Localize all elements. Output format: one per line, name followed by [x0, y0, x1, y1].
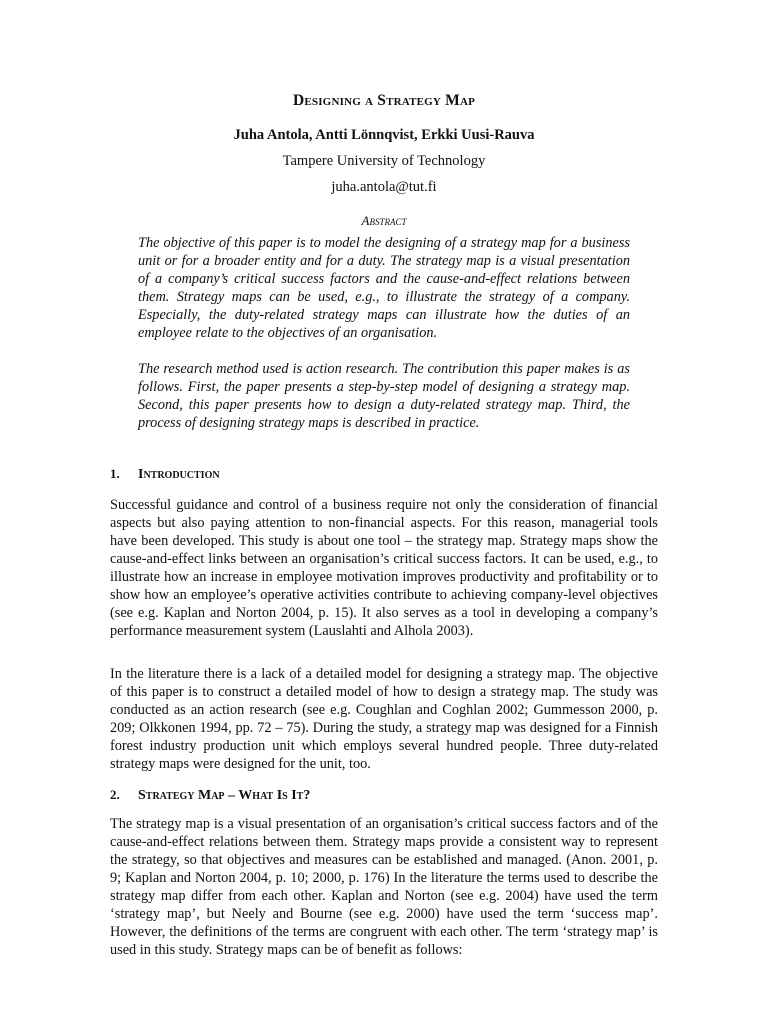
section-number: 2. [110, 787, 120, 802]
author-email: juha.antola@tut.fi [331, 179, 437, 195]
body-paragraph-text: The strategy map is a visual presentation of an organisation’s critical success factors and of the cause-and-effect relations between them. Strategy maps provide a consistent way to represent the strategy, so that objectives and measures can be established and managed. (Anon. 2001, p. 9; Kaplan and Norton 2004, p. 10; 2000, p. 176) In the literature the terms used to describe the strategy map differ from each other. Kaplan and Norton (see e.g. 2004) have used the term ‘strategy map’, but Neely and Bourne (see e.g. 2000) have used the term ‘success map’. However, the definitions of the terms are congruent with each other. The term ‘strategy map’ is used in this study. Strategy maps can be of benefit as follows: [110, 816, 658, 958]
paper-authors: Juha Antola, Antti Lönnqvist, Erkki Uusi-Rauva [233, 127, 535, 143]
section-heading-strategy-map [110, 787, 310, 804]
body-paragraph [110, 496, 658, 640]
body-paragraph [110, 815, 658, 959]
paper-title: Designing a Strategy Map [292, 92, 476, 109]
section-title: Strategy Map – What Is It? [138, 788, 311, 803]
section-title: Introduction [138, 467, 220, 482]
body-paragraph-text: In the literature there is a lack of a detailed model for designing a strategy map. The objective of this paper is to construct a detailed model of how to design a strategy map. The study was conducted as an action research (see e.g. Coughlan and Coghlan 2002; Gummesson 2000, p. 209; Olkkonen 1994, pp. 72 – 75). During the study, a strategy map was designed for a Finnish forest industry production unit which employs several hundred people. Three duty-related strategy maps were designed for the unit, too. [110, 666, 658, 772]
section-heading-introduction [110, 466, 220, 483]
body-paragraph [110, 665, 658, 773]
abstract-paragraph [138, 360, 630, 432]
author-affiliation: Tampere University of Technology [282, 153, 486, 169]
abstract-heading: Abstract [361, 213, 407, 228]
abstract-paragraph-text: The objective of this paper is to model the designing of a strategy map for a business unit or for a broader entity and for a duty. The strategy map is a visual presentation of a company’s critical success factors and the cause-and-effect relations between them. Strategy maps can be used, e.g., to illustrate the strategy of a company. Especially, the duty-related strategy maps can illustrate how the duties of an employee relate to the objectives of an organisation. [138, 235, 630, 341]
body-paragraph-text: Successful guidance and control of a business require not only the consideration of financial aspects but also paying attention to non-financial aspects. For this reason, managerial tools have been developed. This study is about one tool – the strategy map. Strategy maps show the cause-and-effect links between an organisation’s critical success factors. It can be used, e.g., to illustrate how an increase in employee motivation improves productivity and profitability or to show how an employee’s operative activities contribute to achieving company-level objectives (see e.g. Kaplan and Norton 2004, p. 15). It also serves as a tool in developing a company’s performance measurement system (Lauslahti and Alhola 2003). [110, 497, 658, 639]
section-number: 1. [110, 466, 120, 481]
abstract-paragraph [138, 234, 630, 342]
abstract-paragraph-text: The research method used is action research. The contribution this paper makes is as follows. First, the paper presents a step-by-step model of designing a strategy map. Second, this paper presents how to design a duty-related strategy map. Third, the process of designing strategy maps is described in practice. [138, 361, 630, 431]
